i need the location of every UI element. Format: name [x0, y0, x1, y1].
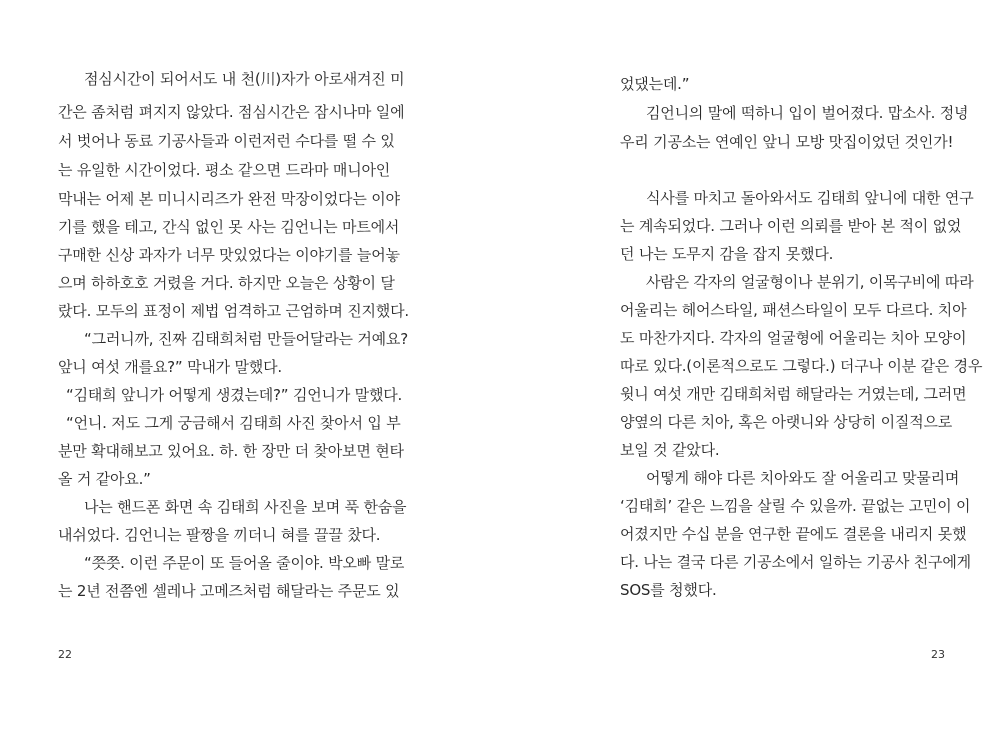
text-line: 보일 것 같았다.	[620, 441, 720, 459]
text-line: 어졌지만 수십 분을 연구한 끝에도 결론을 내리지 못했	[620, 525, 967, 543]
text-line: “그러니까, 진짜 김태희처럼 만들어달라는 거예요?	[84, 330, 408, 348]
text-line: 서 벗어나 동료 기공사들과 이런저런 수다를 떨 수 있	[58, 132, 395, 150]
text-line: 따로 있다.(이론적으로도 그렇다.) 더구나 이분 같은 경우	[620, 357, 983, 375]
page-number: 23	[931, 648, 945, 661]
text-line: 김언니의 말에 떡하니 입이 벌어졌다. 맙소사. 정녕	[646, 104, 969, 122]
text-line: 점심시간이 되어서도 내 천(川)자가 아로새겨진 미	[84, 70, 405, 88]
text-line: 랐다. 모두의 표정이 제법 엄격하고 근엄하며 진지했다.	[58, 302, 409, 320]
text-line: 내쉬었다. 김언니는 팔짱을 끼더니 혀를 끌끌 찼다.	[58, 526, 381, 544]
text-line: 도 마찬가지다. 각자의 얼굴형에 어울리는 치아 모양이	[620, 329, 967, 347]
text-line: SOS를 청했다.	[620, 581, 717, 599]
page-number: 22	[58, 648, 72, 661]
text-line: “김태희 앞니가 어떻게 생겼는데?” 김언니가 말했다.	[66, 386, 403, 404]
text-line: 올 거 같아요.”	[58, 470, 151, 488]
text-line: 던 나는 도무지 감을 잡지 못했다.	[620, 245, 834, 263]
text-line: 나는 핸드폰 화면 속 김태희 사진을 보며 푹 한숨을	[84, 498, 407, 516]
text-line: 구매한 신상 과자가 너무 맛있었다는 이야기를 늘어놓	[58, 246, 400, 264]
text-line: “언니. 저도 그게 궁금해서 김태희 사진 찾아서 입 부	[66, 414, 401, 432]
text-line: 앞니 여섯 개를요?” 막내가 말했다.	[58, 358, 282, 376]
text-line: 간은 좀처럼 펴지지 않았다. 점심시간은 잠시나마 일에	[58, 103, 405, 121]
text-line: ‘김태희’ 같은 느낌을 살릴 수 있을까. 끝없는 고민이 이	[620, 497, 971, 515]
text-line: 으며 하하호호 거렸을 거다. 하지만 오늘은 상황이 달	[58, 274, 395, 292]
right-page	[500, 0, 1000, 734]
text-line: “쯧쯧. 이런 주문이 또 들어올 줄이야. 박오빠 말로	[84, 554, 405, 572]
text-line: 는 계속되었다. 그러나 이런 의뢰를 받아 본 적이 없었	[620, 217, 962, 235]
text-line: 분만 확대해보고 있어요. 하. 한 장만 더 찾아보면 현타	[58, 442, 404, 460]
text-line: 사람은 각자의 얼굴형이나 분위기, 이목구비에 따라	[646, 273, 974, 291]
text-line: 었댔는데.”	[620, 75, 690, 93]
text-line: 기를 했을 테고, 간식 없인 못 사는 김언니는 마트에서	[58, 218, 400, 236]
text-line: 윗니 여섯 개만 김태희처럼 해달라는 거였는데, 그러면	[620, 385, 967, 403]
text-line: 다. 나는 결국 다른 기공소에서 일하는 기공사 친구에게	[620, 553, 971, 571]
text-line: 어떻게 해야 다른 치아와도 잘 어울리고 맞물리며	[646, 469, 960, 487]
text-line: 는 2년 전쯤엔 셀레나 고메즈처럼 해달라는 주문도 있	[58, 582, 400, 600]
text-line: 는 유일한 시간이었다. 평소 같으면 드라마 매니아인	[58, 161, 391, 179]
text-line: 막내는 어제 본 미니시리즈가 완전 막장이었다는 이야	[58, 190, 400, 208]
text-line: 양옆의 다른 치아, 혹은 아랫니와 상당히 이질적으로	[620, 413, 953, 431]
text-line: 식사를 마치고 돌아와서도 김태희 앞니에 대한 연구	[646, 189, 974, 207]
text-line: 우리 기공소는 연예인 앞니 모방 맛집이었던 것인가!	[620, 133, 954, 151]
text-line: 어울리는 헤어스타일, 패션스타일이 모두 다르다. 치아	[620, 301, 967, 319]
